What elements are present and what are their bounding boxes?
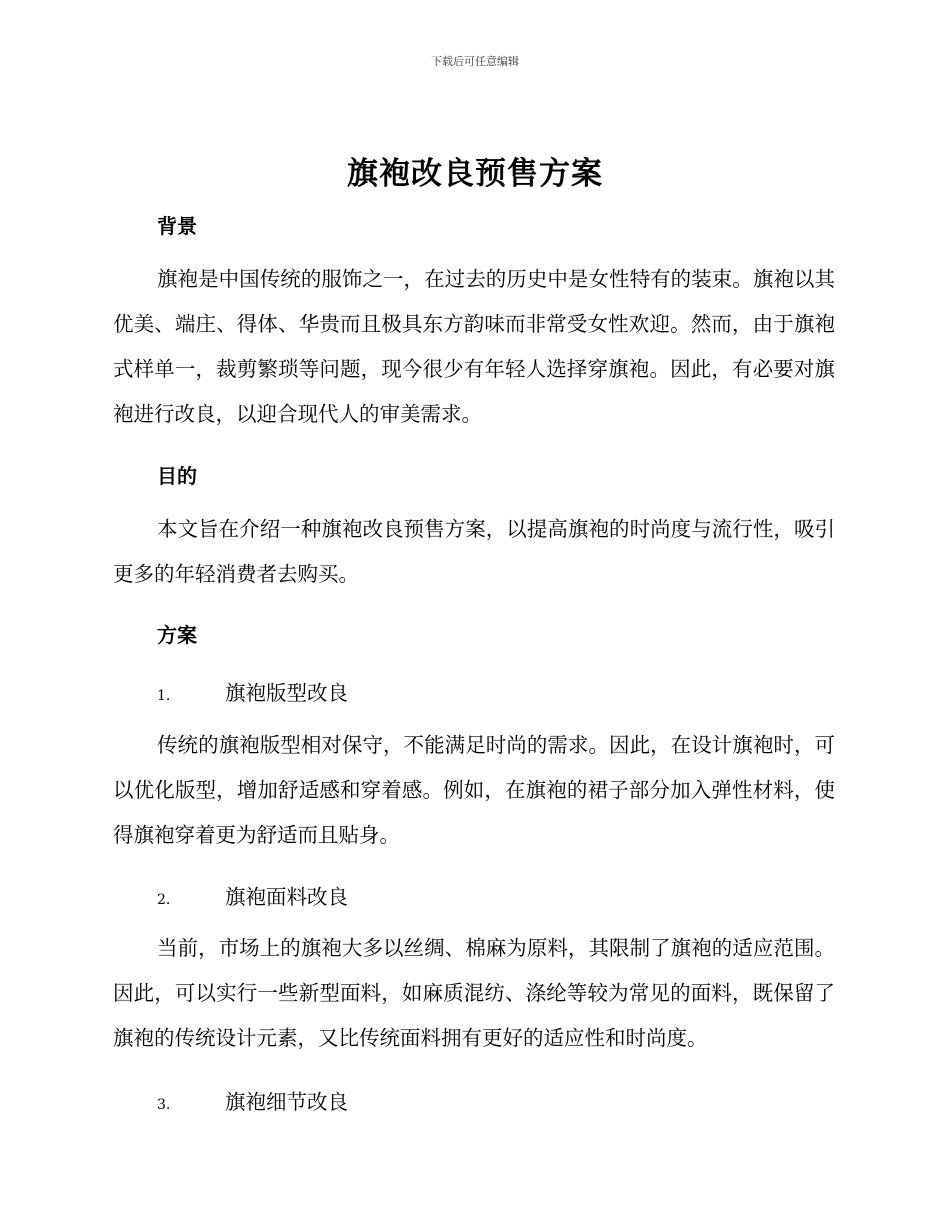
plan-item-2 [157, 880, 348, 910]
plan-item-number: 1. [157, 688, 171, 704]
plan-item-number: 2. [157, 892, 171, 908]
paragraph-background: 旗袍是中国传统的服饰之一，在过去的历史中是女性特有的装束。旗袍以其优美、端庄、得体、华贵而且极具东方韵味而非常受女性欢迎。然而，由于旗袍式样单一，裁剪繁琐等问题，现今很少有年轻人选择穿旗袍。因此，有必要对旗袍进行改良，以迎合现代人的审美需求。 [113, 267, 835, 426]
plan-item-number: 3. [157, 1097, 171, 1113]
section-heading-purpose: 目的 [157, 464, 197, 488]
plan-item-title: 旗袍版型改良 [225, 681, 348, 705]
document-title: 旗袍改良预售方案 [347, 156, 603, 192]
plan-item-title: 旗袍细节改良 [225, 1090, 348, 1114]
page-header: 下载后可任意编辑 [431, 55, 519, 68]
paragraph-purpose: 本文旨在介绍一种旗袍改良预售方案，以提高旗袍的时尚度与流行性，吸引更多的年轻消费者去购买。 [113, 517, 835, 586]
section-heading-plan: 方案 [157, 623, 197, 647]
plan-item-1 [157, 676, 348, 706]
plan-item-title: 旗袍面料改良 [225, 885, 348, 909]
paragraph-plan-item-1: 传统的旗袍版型相对保守，不能满足时尚的需求。因此，在设计旗袍时，可以优化版型，增加舒适感和穿着感。例如，在旗袍的裙子部分加入弹性材料，使得旗袍穿着更为舒适而且贴身。 [113, 733, 835, 847]
plan-item-3 [157, 1085, 348, 1115]
paragraph-plan-item-2: 当前，市场上的旗袍大多以丝绸、棉麻为原料，其限制了旗袍的适应范围。因此，可以实行一些新型面料，如麻质混纺、涤纶等较为常见的面料，既保留了旗袍的传统设计元素，又比传统面料拥有更好的适应性和时尚度。 [113, 936, 835, 1050]
section-heading-background: 背景 [157, 214, 197, 238]
